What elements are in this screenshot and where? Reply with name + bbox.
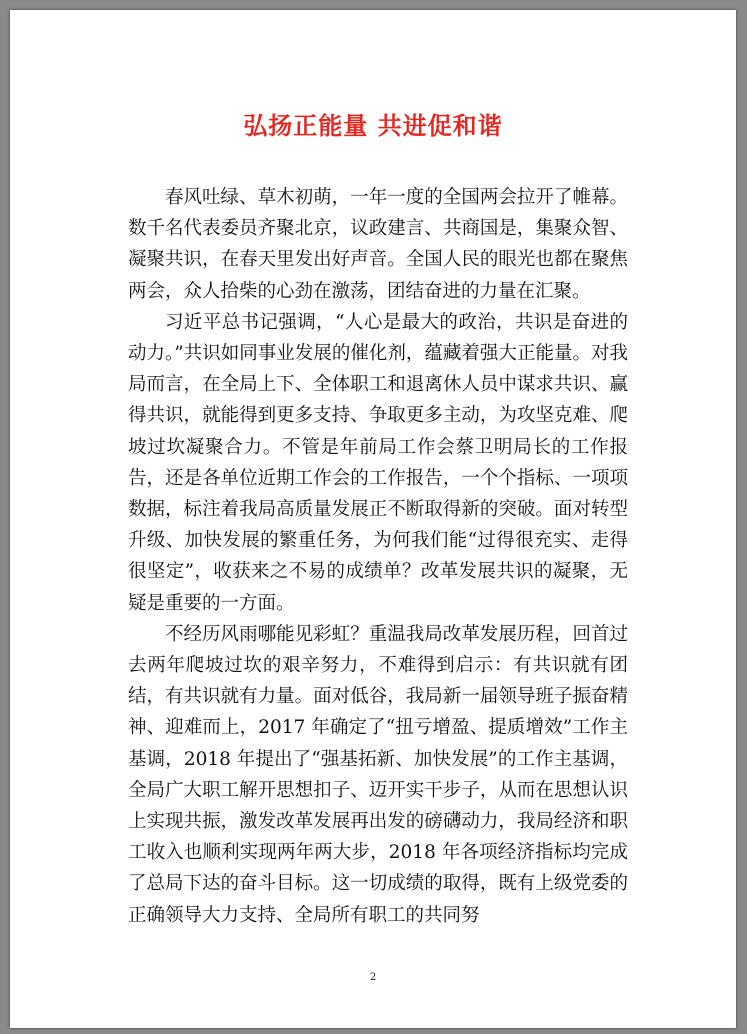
paragraph: 习近平总书记强调，“人心是最大的政治，共识是奋进的动力。”共识如同事业发展的催化剂，蕴藏着强大正能量。对我局而言，在全局上下、全体职工和退离休人员中谋求共识、赢得共识，就能得到更多支持、争取更多主动，为攻坚克难、爬坡过坎凝聚合力。不管是年前局工作会蔡卫明局长的工作报告，还是各单位近期工作会的工作报告，一个个指标、一项项数据，标注着我局高质量发展正不断取得新的突破。面对转型升级、加快发展的繁重任务，为何我们能“过得很充实、走得很坚定”，收获来之不易的成绩单？改革发展共识的凝聚，无疑是重要的一方面。	[128, 311, 628, 614]
page-number: 2	[369, 972, 377, 983]
document-body	[128, 182, 628, 931]
paragraph: 春风吐绿、草木初萌，一年一度的全国两会拉开了帷幕。数千名代表委员齐聚北京，议政建言、共商国是，集聚众智、凝聚共识，在春天里发出好声音。全国人民的眼光也都在聚焦两会，众人拾柴的心劲在激荡，团结奋进的力量在汇聚。	[128, 187, 628, 302]
document-title: 弘扬正能量 共进促和谐	[243, 112, 503, 140]
paragraph: 不经历风雨哪能见彩虹？重温我局改革发展历程，回首过去两年爬坡过坎的艰辛努力，不难得到启示：有共识就有团结，有共识就有力量。面对低谷，我局新一届领导班子振奋精神、迎难而上，2017 年确定了“扭亏增盈、提质增效”工作主基调，2018 年提出了“强基拓新、加快发展”的工作主基调，全局广大职工解开思想扣子、迈开实干步子，从而在思想认识上实现共振，激发改革发展再出发的磅礴动力，我局经济和职工收入也顺利实现两年两大步，2018 年各项经济指标均完成了总局下达的奋斗目标。这一切成绩的取得，既有上级党委的正确领导大力支持、全局所有职工的共同努	[128, 623, 628, 926]
document-page	[10, 10, 736, 1028]
